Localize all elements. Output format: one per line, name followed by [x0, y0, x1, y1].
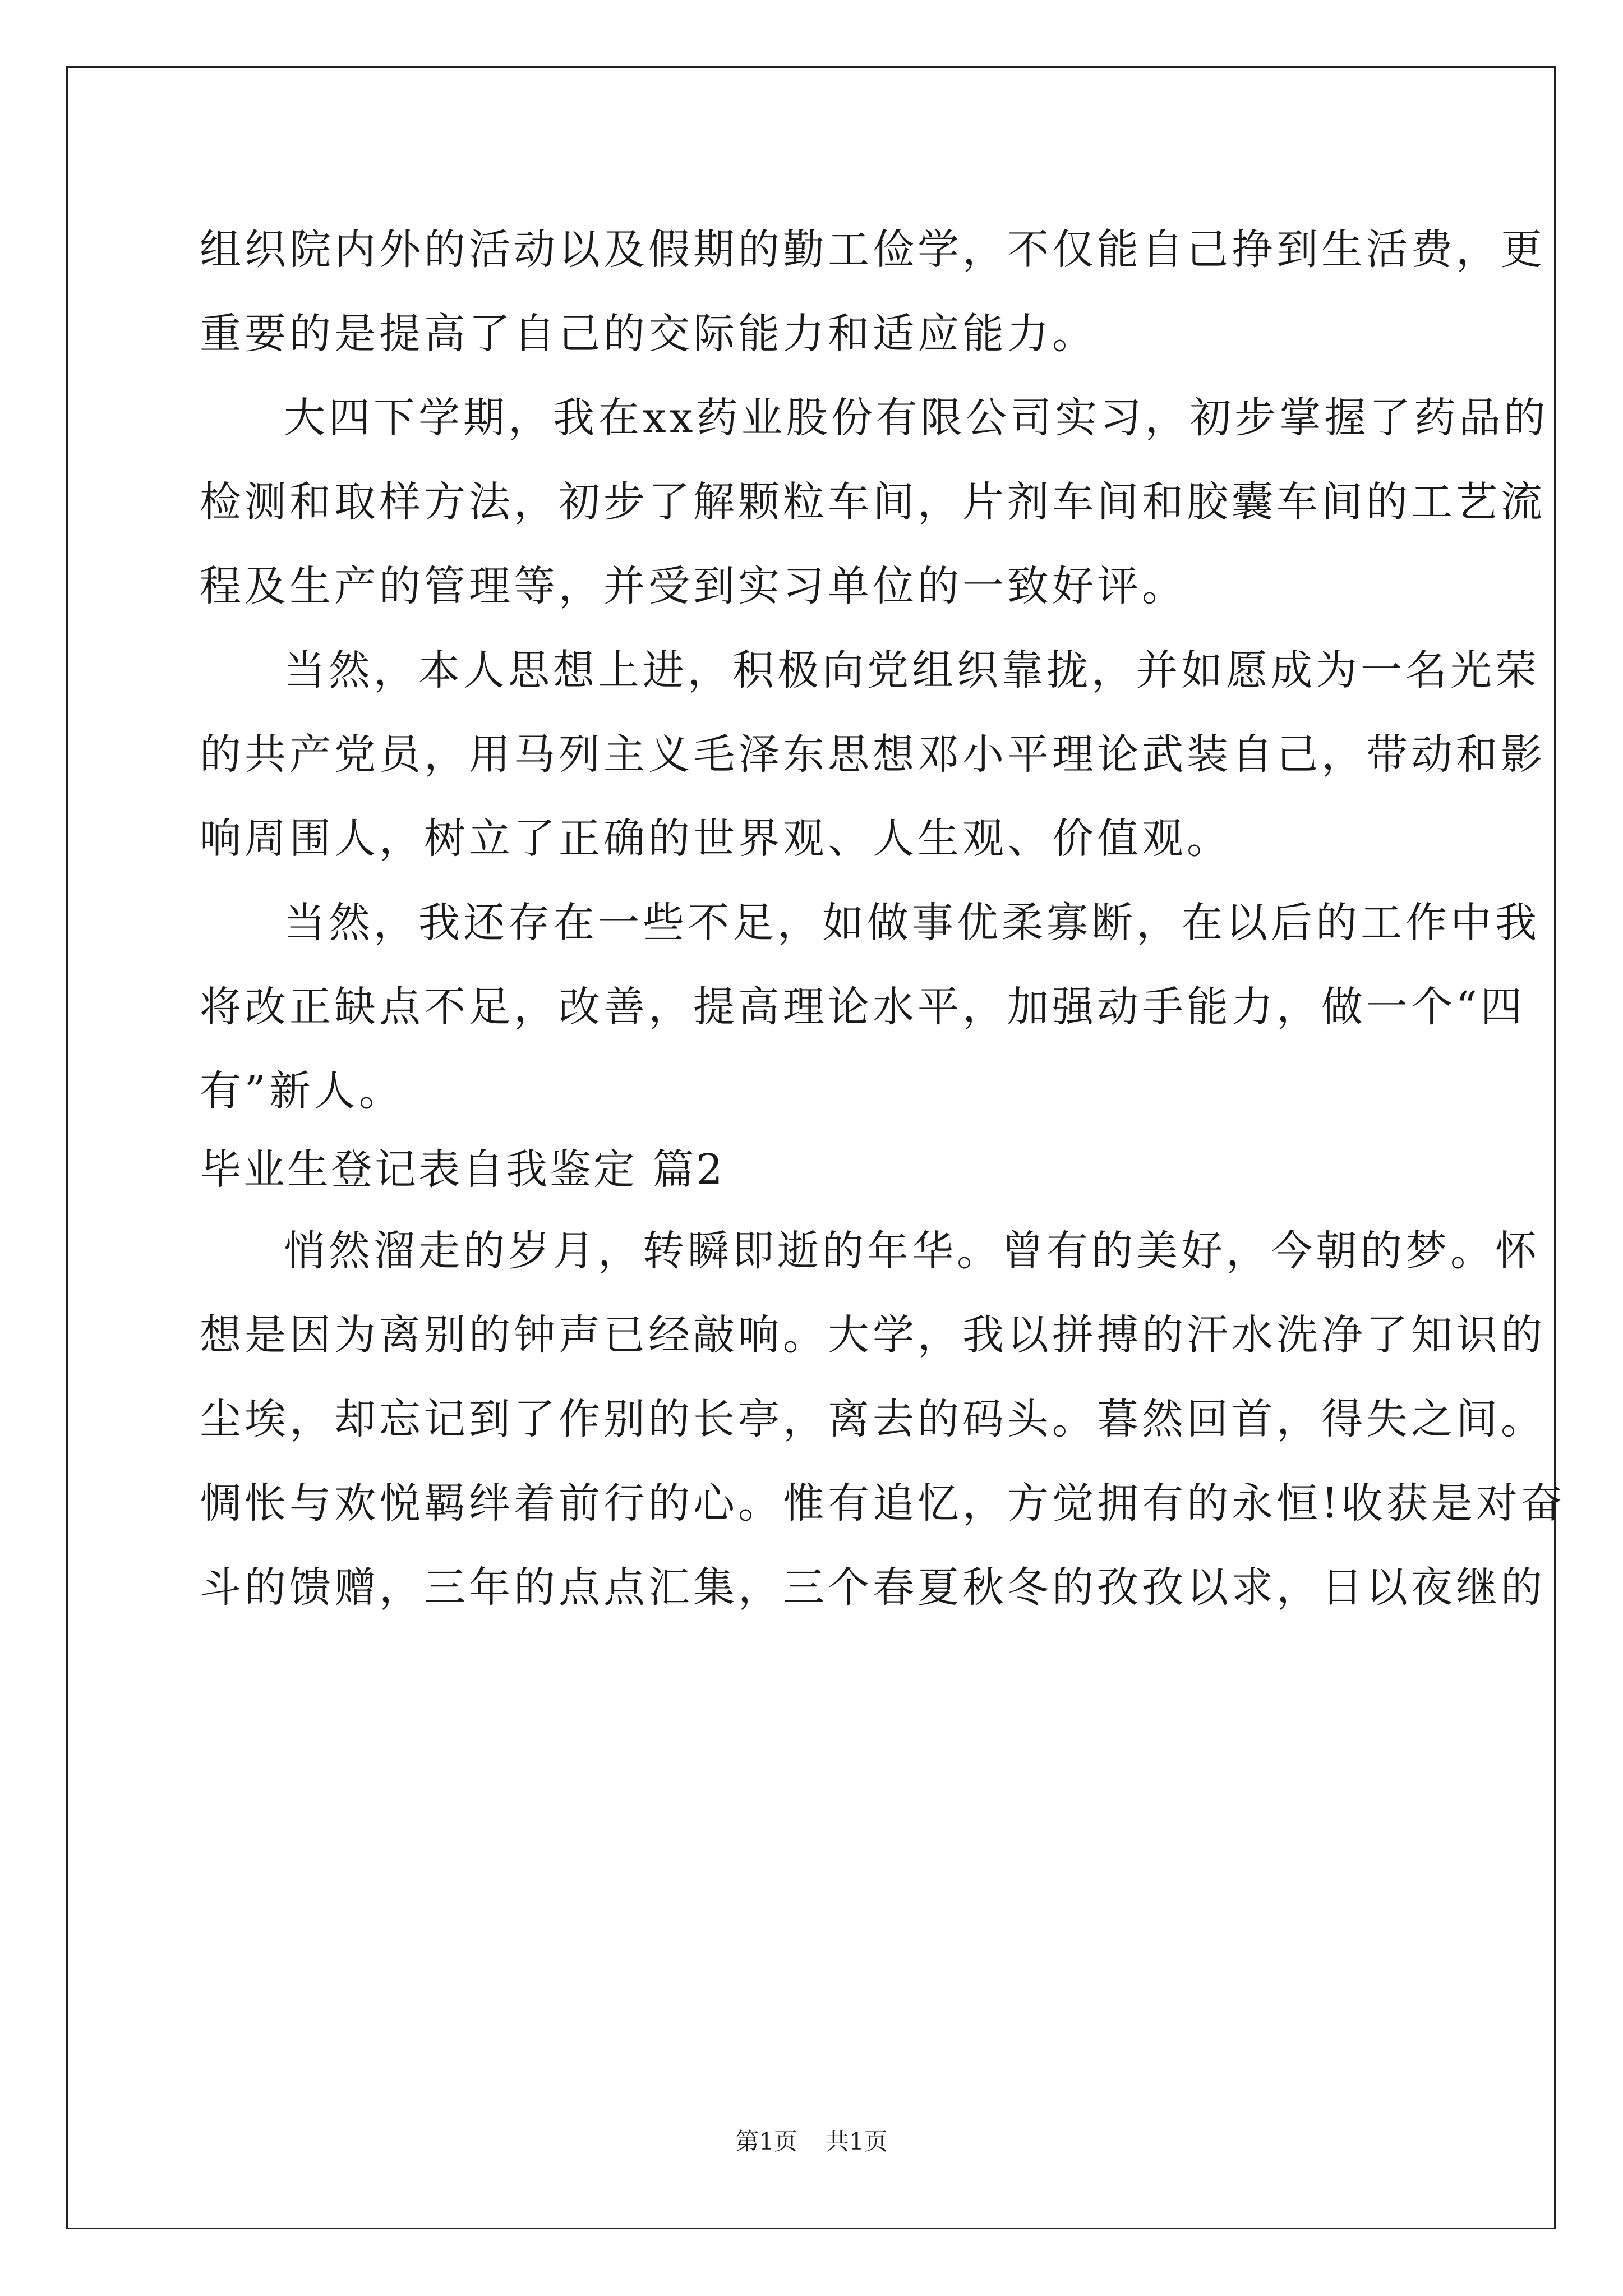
paragraph-line: 悄然溜走的岁月，转瞬即逝的年华。曾有的美好，今朝的梦。怀 — [284, 1227, 1540, 1275]
page-number-total: 共1页 — [826, 2128, 888, 2155]
paragraph-line: 的共产党员，用马列主义毛泽东思想邓小平理论武装自己，带动和影 — [200, 730, 1546, 779]
paragraph-line: 将改正缺点不足，改善，提高理论水平，加强动手能力，做一个“四 — [200, 983, 1525, 1031]
section-heading: 毕业生登记表自我鉴定 篇2 — [200, 1145, 725, 1194]
paragraph-line: 响周围人，树立了正确的世界观、人生观、价值观。 — [200, 815, 1232, 863]
paragraph-line: 检测和取样方法，初步了解颗粒车间，片剂车间和胶囊车间的工艺流 — [200, 478, 1546, 526]
paragraph-line: 程及生产的管理等，并受到实习单位的一致好评。 — [200, 562, 1187, 610]
paragraph-line: 斗的馈赠，三年的点点汇集，三个春夏秋冬的孜孜以求，日以夜继的 — [200, 1563, 1546, 1612]
paragraph-line: 惆怅与欢悦羁绊着前行的心。惟有追忆，方觉拥有的永恒!收获是对奋 — [200, 1479, 1566, 1527]
paragraph-line: 大四下学期，我在xx药业股份有限公司实习，初步掌握了药品的 — [284, 394, 1549, 442]
paragraph-line: 组织院内外的活动以及假期的勤工俭学，不仅能自己挣到生活费，更 — [200, 226, 1546, 274]
paragraph-line: 想是因为离别的钟声已经敲响。大学，我以拼搏的汗水洗净了知识的 — [200, 1311, 1546, 1359]
page-footer — [0, 2125, 1623, 2159]
page-number-current: 第1页 — [735, 2128, 797, 2155]
paragraph-line: 有”新人。 — [200, 1067, 404, 1115]
paragraph-line: 当然，我还存在一些不足，如做事优柔寡断，在以后的工作中我 — [284, 899, 1540, 947]
paragraph-line: 尘埃，却忘记到了作别的长亭，离去的码头。暮然回首，得失之间。 — [200, 1395, 1546, 1443]
paragraph-line: 当然，本人思想上进，积极向党组织靠拢，并如愿成为一名光荣 — [284, 646, 1540, 694]
paragraph-line: 重要的是提高了自己的交际能力和适应能力。 — [200, 310, 1097, 358]
